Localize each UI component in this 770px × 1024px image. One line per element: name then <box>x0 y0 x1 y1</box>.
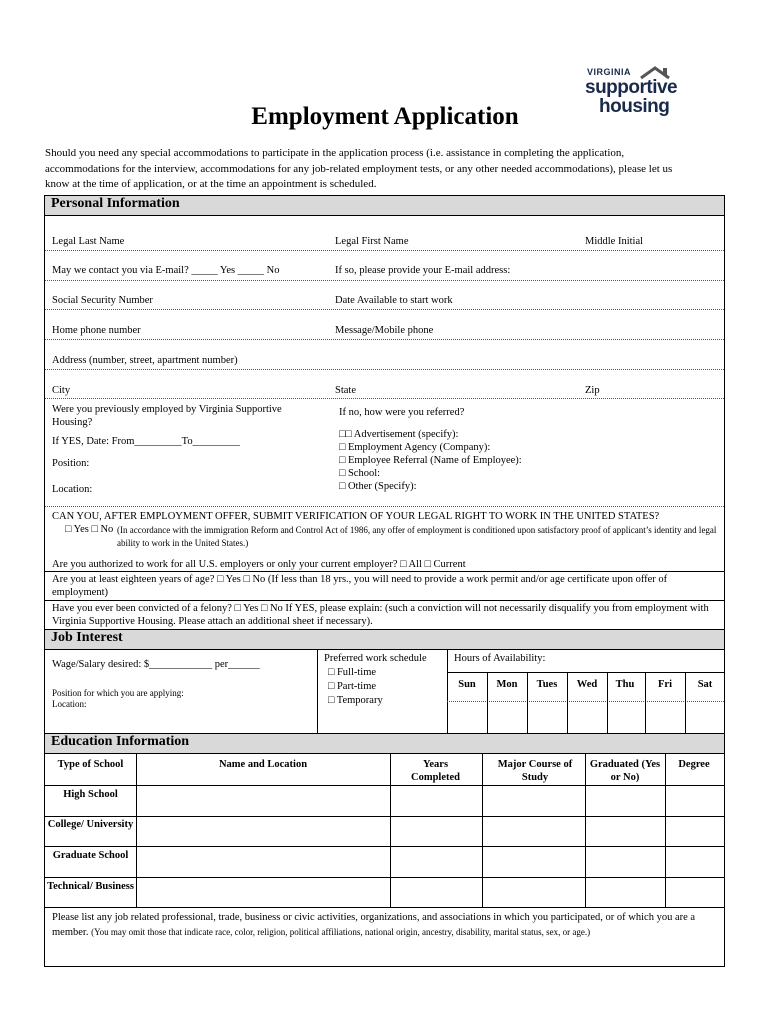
day-sat: Sat <box>697 679 713 690</box>
row-graduate-school: Graduate School <box>52 850 129 861</box>
activities-note: (You may omit those that indicate race, color, religion, political affiliations, national origin, ancestry, disability, marital status, sex, or age.) <box>91 927 591 937</box>
ssn-label: Social Security Number <box>52 295 153 306</box>
zip-label: Zip <box>585 385 600 396</box>
work-authorization-question[interactable]: Are you authorized to work for all U.S. employers or only your current employer? □ All □ Current <box>52 559 466 570</box>
last-name-label: Legal Last Name <box>52 236 125 247</box>
work-verification-checkboxes[interactable]: □ Yes □ No <box>65 524 114 535</box>
home-phone-label: Home phone number <box>52 325 141 336</box>
referral-option-agency[interactable]: □ Employment Agency (Company): <box>339 442 491 453</box>
day-tues: Tues <box>536 679 558 690</box>
logo-line-1: supportive <box>585 77 678 98</box>
first-name-label: Legal First Name <box>335 236 409 247</box>
col-graduated: Graduated (Yes or No) <box>589 759 661 783</box>
row-high-school: High School <box>63 789 118 800</box>
day-wed: Wed <box>576 679 598 690</box>
job-interest-heading: Job Interest <box>45 629 724 650</box>
page-title: Employment Application <box>251 103 519 130</box>
day-thu: Thu <box>615 679 635 690</box>
previous-position-label: Position: <box>52 458 90 469</box>
mobile-phone-label: Message/Mobile phone <box>335 325 434 336</box>
date-available-label: Date Available to start work <box>335 295 453 306</box>
schedule-part-time[interactable]: □ Part-time <box>328 681 377 692</box>
felony-question[interactable]: Have you ever been convicted of a felony? □ Yes □ No If YES, please explain: (such a conviction will not necessarily disqualify you from employment with Virginia Supportive Housing. Please attach an additional sheet if necessary). <box>52 603 709 627</box>
position-applying-label: Position for which you are applying: <box>52 688 184 698</box>
intro-paragraph: Should you need any special accommodations to participate in the application process (i.e. assistance in completing the application, accommodations for the interview, accommodations for any job-related employment tests, or any other needed accommodations), please let us know at the time of application, or at the time an appointment is scheduled. <box>45 147 673 190</box>
email-contact-question[interactable]: May we contact you via E-mail? _____ Yes _____ No <box>52 265 280 276</box>
referral-option-advertisement[interactable]: □□ Advertisement (specify): <box>339 429 459 440</box>
middle-initial-label: Middle Initial <box>585 236 644 247</box>
referred-question: If no, how were you referred? <box>339 407 465 418</box>
work-schedule-label: Preferred work schedule <box>324 653 427 664</box>
row-college-university: College/ University <box>47 819 134 830</box>
day-fri: Fri <box>658 679 672 690</box>
referral-option-employee[interactable]: □ Employee Referral (Name of Employee): <box>339 455 522 466</box>
col-type-of-school: Type of School <box>57 759 124 770</box>
logo-line-2: housing <box>599 96 670 117</box>
previous-dates-label[interactable]: If YES, Date: From_________To_________ <box>52 436 240 447</box>
email-address-label: If so, please provide your E-mail address: <box>335 265 511 276</box>
logo-small-text: VIRGINIA <box>587 67 632 77</box>
col-degree: Degree <box>678 759 710 770</box>
personal-info-heading: Personal Information <box>45 196 724 216</box>
col-major-course: Major Course of Study <box>497 759 573 783</box>
referral-option-school[interactable]: □ School: <box>339 468 381 479</box>
state-label: State <box>335 385 356 396</box>
schedule-full-time[interactable]: □ Full-time <box>328 667 377 678</box>
activities-prompt: Please list any job related professional, trade, business or civic activities, organizations, and associations in which you participated, or of which you are a member. (You may omit those that indicate race, color, religion, political affiliations, national origin, ancestry, disability, marital status, sex, or age.) <box>52 912 696 938</box>
application-form <box>44 195 725 967</box>
address-label: Address (number, street, apartment number) <box>52 355 238 366</box>
previously-employed-question: Were you previously employed by Virginia Supportive Housing? <box>52 404 282 428</box>
work-verification-question: CAN YOU, AFTER EMPLOYMENT OFFER, SUBMIT VERIFICATION OF YOUR LEGAL RIGHT TO WORK IN THE UNITED STATES? <box>52 511 660 522</box>
hours-availability-label: Hours of Availability: <box>454 653 546 664</box>
col-name-location: Name and Location <box>218 759 308 770</box>
day-mon: Mon <box>496 679 518 690</box>
age-question[interactable]: Are you at least eighteen years of age? □ Yes □ No (If less than 18 yrs., you will need to provide a work permit and/or age certificate upon offer of employment) <box>52 574 668 598</box>
col-years-completed: Years Completed <box>411 759 460 783</box>
job-location-label: Location: <box>52 699 87 709</box>
wage-desired-label[interactable]: Wage/Salary desired: $____________ per______ <box>52 659 260 670</box>
work-verification-note: (In accordance with the immigration Reform and Control Act of 1986, any offer of employment is conditioned upon satisfactory proof of applicant’s identity and legal ability to work in the United States.) <box>117 525 717 548</box>
day-sun: Sun <box>458 679 476 690</box>
previous-location-label: Location: <box>52 484 93 495</box>
education-heading: Education Information <box>45 733 724 754</box>
row-technical-business: Technical/ Business <box>47 881 134 892</box>
referral-option-other[interactable]: □ Other (Specify): <box>339 481 417 492</box>
schedule-temporary[interactable]: □ Temporary <box>328 695 383 706</box>
city-label: City <box>52 385 71 396</box>
